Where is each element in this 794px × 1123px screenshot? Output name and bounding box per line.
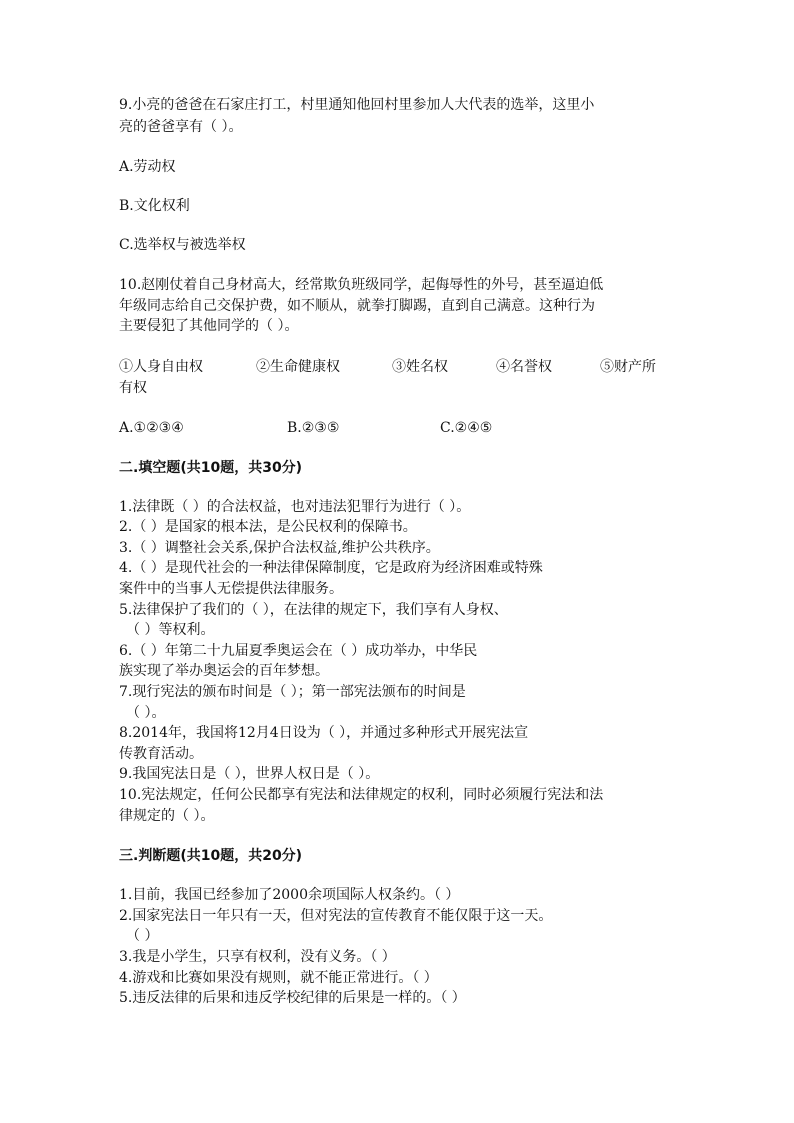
q10-right-1: ①人身自由权 <box>119 359 203 375</box>
q10-right-2: ②生命健康权 <box>256 359 340 375</box>
q9-stem-line2: 亮的爸爸享有（ ）。 <box>119 119 243 135</box>
s2-line-7: （ ）等权利。 <box>126 622 215 638</box>
q10-stem-line2: 年级同志给自己交保护费，如不顺从，就拳打脚踢，直到自己满意。这种行为 <box>119 298 595 314</box>
q9-option-b: B.文化权利 <box>119 198 190 214</box>
section3-heading: 三.判断题(共10题，共20分) <box>119 848 303 864</box>
s3-line-2: 2.国家宪法日一年只有一天，但对宪法的宣传教育不能仅限于这一天。 <box>119 908 553 924</box>
s2-line-3: 3.（ ）调整社会关系,保护合法权益,维护公共秩序。 <box>119 540 440 556</box>
s3-line-1: 1.目前，我国已经参加了2000余项国际人权条约。（ ） <box>119 887 460 903</box>
q10-right-4: ④名誉权 <box>496 359 552 375</box>
q9-option-c: C.选举权与被选举权 <box>119 237 246 253</box>
q9-stem-line1: 9.小亮的爸爸在石家庄打工，村里通知他回村里参加人大代表的选举，这里小 <box>119 97 595 113</box>
q10-option-c: C.②④⑤ <box>440 420 493 436</box>
s2-line-14: 9.我国宪法日是（ ），世界人权日是（ ）。 <box>119 766 380 782</box>
s3-line-6: 5.违反法律的后果和违反学校纪律的后果是一样的。（ ） <box>119 990 466 1006</box>
section2-heading: 二.填空题(共10题，共30分) <box>119 460 303 476</box>
s2-line-15: 10.宪法规定，任何公民都享有宪法和法律规定的权利，同时必须履行宪法和法 <box>119 787 604 803</box>
s2-line-1: 1.法律既（ ）的合法权益，也对违法犯罪行为进行（ ）。 <box>119 499 471 515</box>
s2-line-4: 4.（ ）是现代社会的一种法律保障制度，它是政府为经济困难或特殊 <box>119 560 543 576</box>
s2-line-9: 族实现了举办奥运会的百年梦想。 <box>119 663 329 679</box>
q10-option-b: B.②③⑤ <box>287 420 340 436</box>
q10-option-a: A.①②③④ <box>119 420 184 436</box>
s2-line-12: 8.2014年，我国将12月4日设为（ ），并通过多种形式开展宪法宣 <box>119 725 529 741</box>
s2-line-16: 律规定的（ ）。 <box>119 808 215 824</box>
s3-line-4: 3.我是小学生，只享有权利，没有义务。（ ） <box>119 949 396 965</box>
q10-right-5-cont: 有权 <box>119 380 147 396</box>
s2-line-10: 7.现行宪法的颁布时间是（ ）；第一部宪法颁布的时间是 <box>119 684 466 700</box>
s2-line-2: 2.（ ）是国家的根本法，是公民权利的保障书。 <box>119 519 417 535</box>
s2-line-11: （ ）。 <box>126 705 166 721</box>
s3-line-3: （ ） <box>126 928 159 944</box>
s2-line-8: 6.（ ）年第二十九届夏季奥运会在（ ）成功举办，中华民 <box>119 643 478 659</box>
s2-line-6: 5.法律保护了我们的（ ），在法律的规定下，我们享有人身权、 <box>119 602 508 618</box>
s2-line-5: 案件中的当事人无偿提供法律服务。 <box>119 581 343 597</box>
s2-line-13: 传教育活动。 <box>119 746 203 762</box>
q10-right-3: ③姓名权 <box>392 359 448 375</box>
q9-option-a: A.劳动权 <box>119 159 176 175</box>
q10-stem-line3: 主要侵犯了其他同学的（ ）。 <box>119 318 299 334</box>
q10-stem-line1: 10.赵刚仗着自己身材高大，经常欺负班级同学，起侮辱性的外号，甚至逼迫低 <box>119 277 604 293</box>
q10-right-5: ⑤财产所 <box>600 359 656 375</box>
s3-line-5: 4.游戏和比赛如果没有规则，就不能正常进行。（ ） <box>119 970 438 986</box>
